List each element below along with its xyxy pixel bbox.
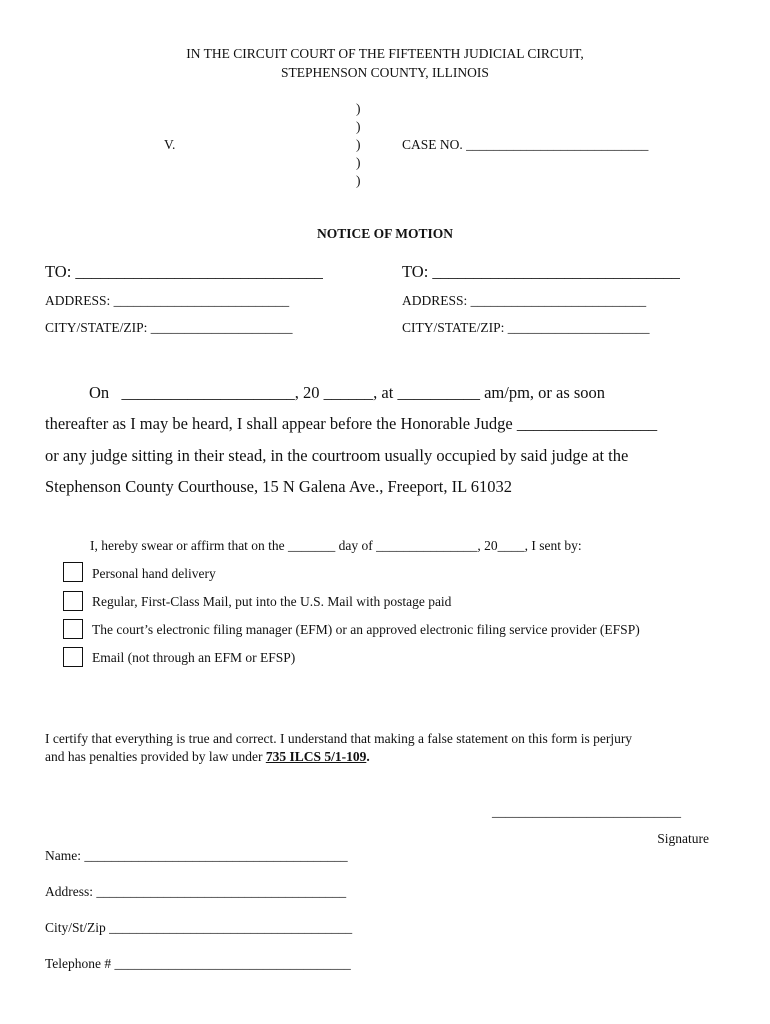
signature-label: Signature xyxy=(657,831,709,846)
recipient-left-to-field[interactable]: TO: ______________________________ xyxy=(45,262,323,281)
certification-text: and has penalties provided by law under xyxy=(45,749,266,764)
signer-telephone-field[interactable]: Telephone # ___________________________________ xyxy=(45,956,351,971)
caption-paren: ) xyxy=(356,101,361,116)
signature-line[interactable]: ____________________________ xyxy=(492,804,681,819)
court-name-line2: STEPHENSON COUNTY, ILLINOIS xyxy=(281,65,489,80)
service-option-label: Email (not through an EFM or EFSP) xyxy=(92,650,296,665)
service-option-label: The court’s electronic filing manager (EFM) or an approved electronic filing service provider (EFSP) xyxy=(92,622,640,637)
caption-paren: ) xyxy=(356,155,361,170)
versus-label: V. xyxy=(164,137,176,152)
service-checkbox-email[interactable] xyxy=(63,647,83,667)
statute-citation-link[interactable]: 735 ILCS 5/1-109 xyxy=(265,749,367,764)
recipient-right-to-field[interactable]: TO: ______________________________ xyxy=(402,262,680,281)
court-name-line1: IN THE CIRCUIT COURT OF THE FIFTEENTH JUDICIAL CIRCUIT, xyxy=(186,46,584,61)
service-checkbox-hand-delivery[interactable] xyxy=(63,562,83,582)
courthouse-address-line: Stephenson County Courthouse, 15 N Galena Ave., Freeport, IL 61032 xyxy=(45,477,512,496)
service-option-label: Regular, First-Class Mail, put into the U.S. Mail with postage paid xyxy=(92,594,452,609)
recipient-left-city-field[interactable]: CITY/STATE/ZIP: _____________________ xyxy=(45,320,293,335)
hearing-judge-line[interactable]: thereafter as I may be heard, I shall appear before the Honorable Judge _________________ xyxy=(45,414,658,433)
signer-address-field[interactable]: Address: _____________________________________ xyxy=(45,884,347,899)
caption-paren: ) xyxy=(356,119,361,134)
service-intro[interactable]: I, hereby swear or affirm that on the _______ day of _______________, 20____, I sent by: xyxy=(90,538,582,553)
service-option-label: Personal hand delivery xyxy=(92,566,216,581)
recipient-left-address-field[interactable]: ADDRESS: __________________________ xyxy=(45,293,290,308)
recipient-right-address-field[interactable]: ADDRESS: __________________________ xyxy=(402,293,647,308)
caption-paren: ) xyxy=(356,173,361,188)
caption-paren: ) xyxy=(356,137,361,152)
signer-name-field[interactable]: Name: _______________________________________ xyxy=(45,848,348,863)
signer-city-field[interactable]: City/St/Zip ____________________________________ xyxy=(45,920,353,935)
hearing-courtroom-line: or any judge sitting in their stead, in the courtroom usually occupied by said judge at the xyxy=(45,446,629,465)
certification-period: . xyxy=(366,749,370,764)
case-number-field[interactable]: CASE NO. ___________________________ xyxy=(402,137,649,152)
service-checkbox-mail[interactable] xyxy=(63,591,83,611)
service-checkbox-efm[interactable] xyxy=(63,619,83,639)
recipient-right-city-field[interactable]: CITY/STATE/ZIP: _____________________ xyxy=(402,320,650,335)
certification-line1: I certify that everything is true and correct. I understand that making a false statement on this form is perjury xyxy=(45,731,633,746)
document-title: NOTICE OF MOTION xyxy=(316,226,453,241)
certification-line2 xyxy=(45,749,370,765)
hearing-date-line[interactable]: On _____________________, 20 ______, at __________ am/pm, or as soon xyxy=(89,383,606,402)
